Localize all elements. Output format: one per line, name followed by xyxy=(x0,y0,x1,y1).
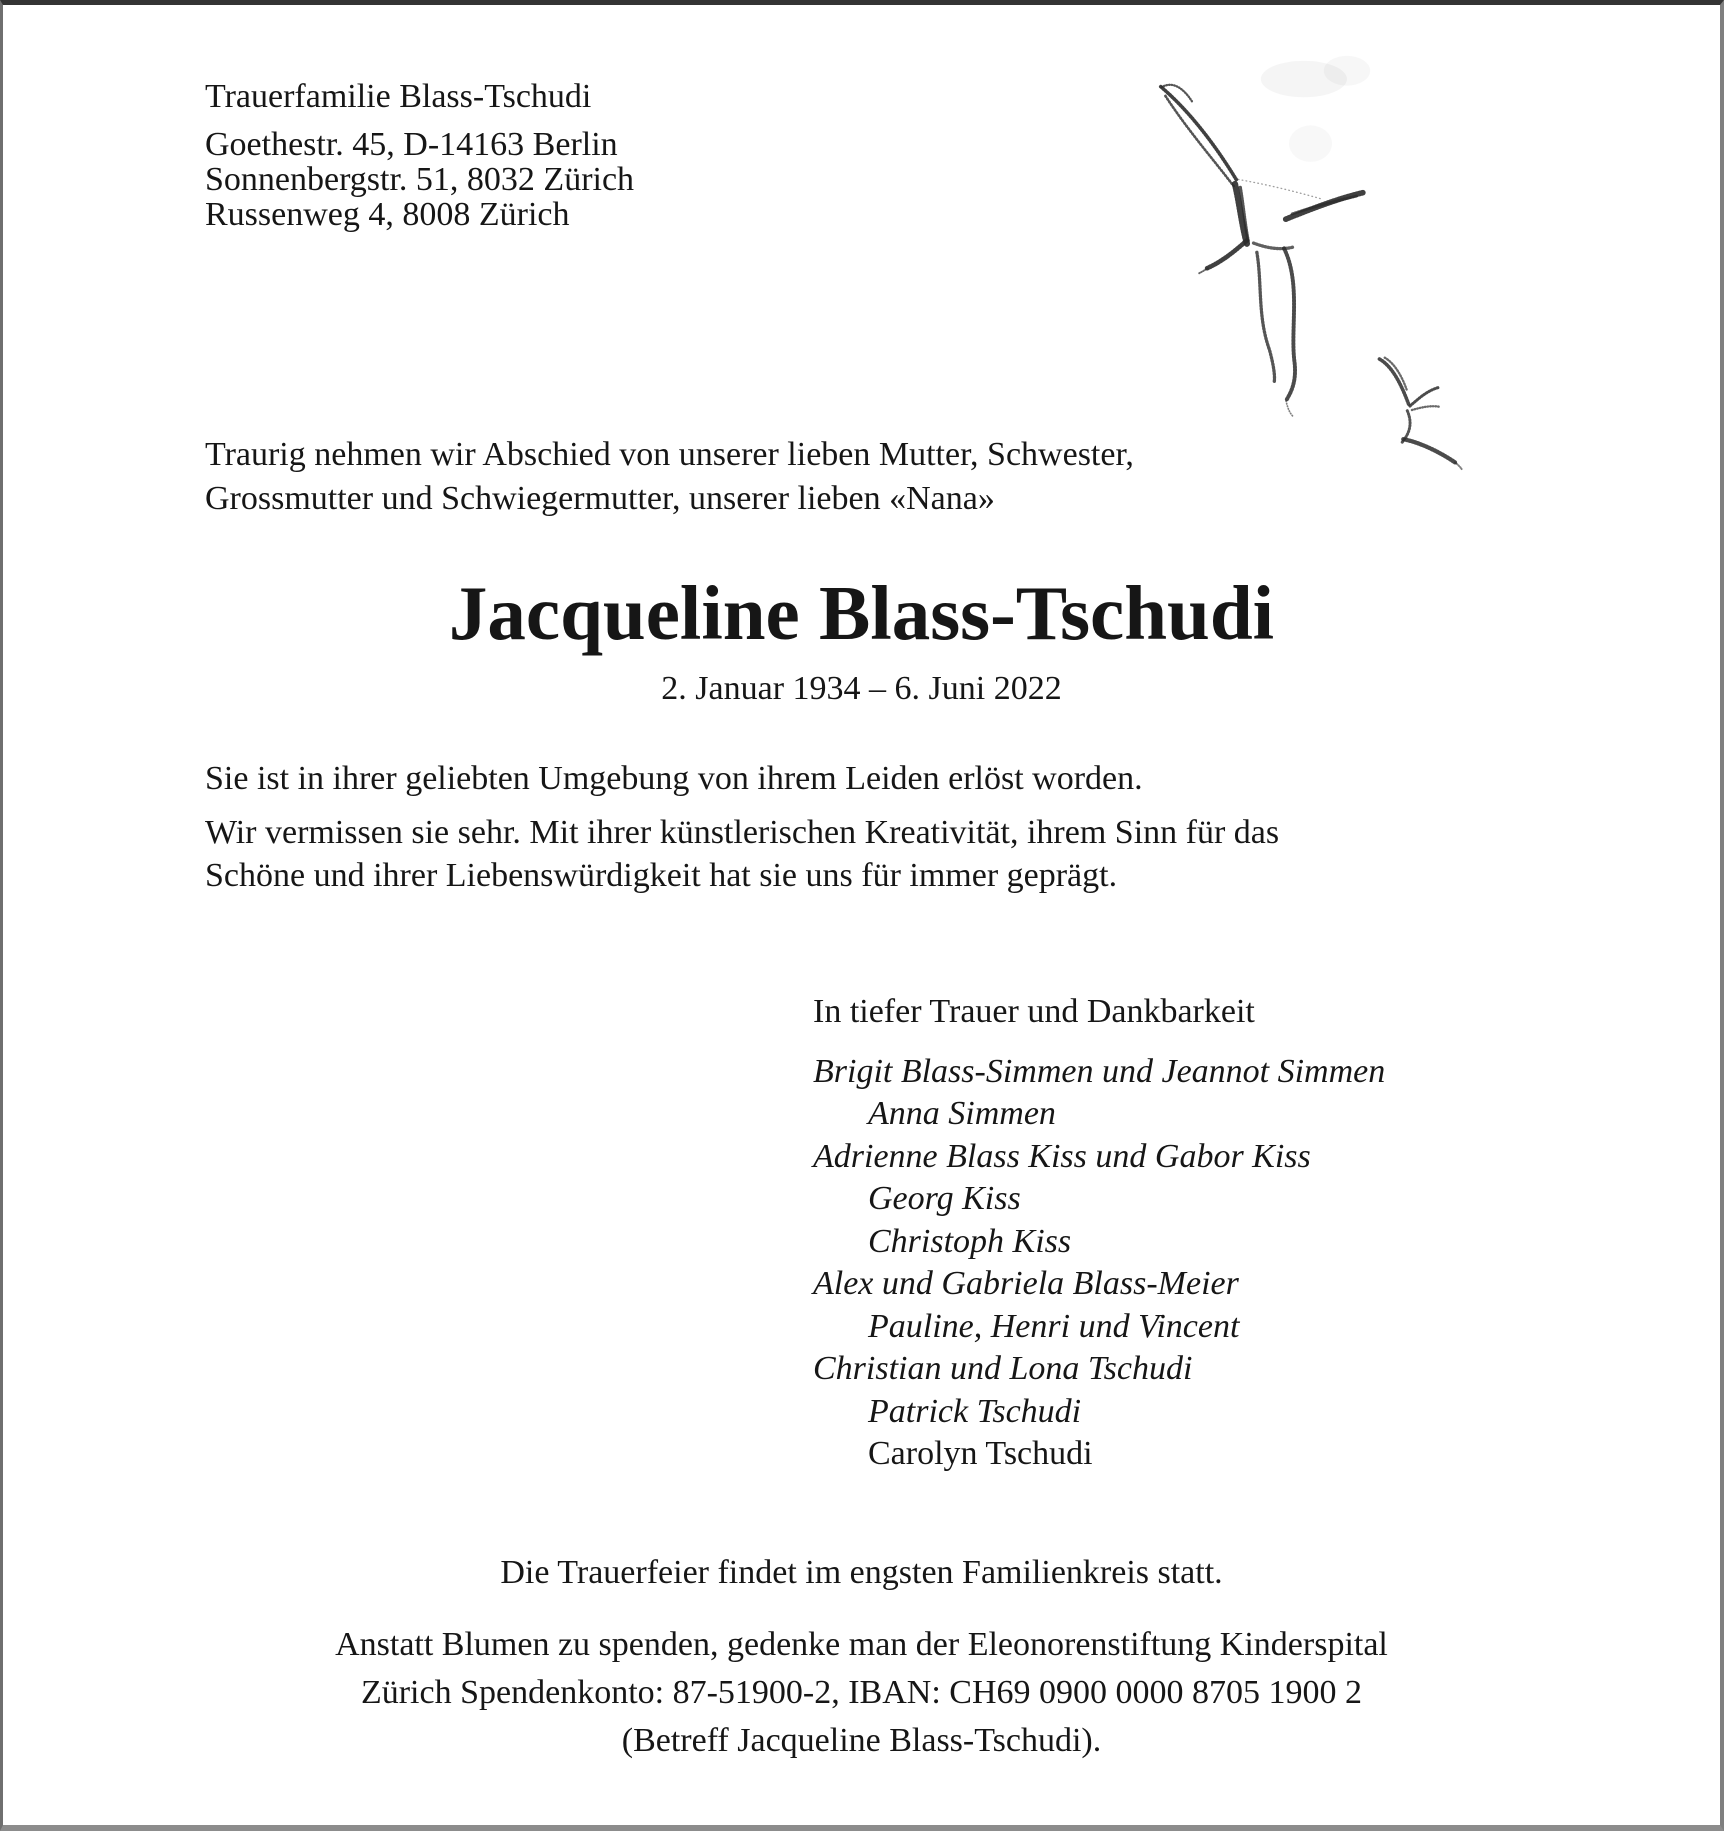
donation-line-3: (Betreff Jacqueline Blass-Tschudi). xyxy=(621,1722,1102,1759)
mourners-block xyxy=(813,991,1385,1476)
donation-note xyxy=(3,1621,1720,1765)
mourner-name: Georg Kiss xyxy=(868,1180,1021,1217)
deceased-name: Jacqueline Blass-Tschudi xyxy=(448,570,1275,656)
sender-family: Trauerfamilie Blass-Tschudi xyxy=(205,78,592,115)
mourner-name: Patrick Tschudi xyxy=(868,1392,1082,1430)
life-dates: 2. Januar 1934 – 6. Juni 2022 xyxy=(661,670,1062,707)
sender-address-line-3: Russenweg 4, 8008 Zürich xyxy=(205,196,570,233)
mourner-name: Adrienne Blass Kiss und Gabor Kiss xyxy=(813,1137,1311,1175)
intro-paragraph xyxy=(205,433,1134,521)
mourner-name: Christian und Lona Tschudi xyxy=(813,1350,1193,1387)
intro-line-1: Traurig nehmen wir Abschied von unserer lieben Mutter, Schwester, xyxy=(205,436,1134,473)
donation-line-1: Anstatt Blumen zu spenden, gedenke man der Eleonorenstiftung Kinderspital xyxy=(335,1626,1388,1663)
sender-block xyxy=(205,79,634,232)
mourner-name: Carolyn Tschudi xyxy=(868,1435,1093,1472)
intro-line-2: Grossmutter und Schwiegermutter, unserer lieben «Nana» xyxy=(205,480,995,517)
body-paragraph-2-line-2: Schöne und ihrer Liebenswürdigkeit hat sie uns für immer geprägt. xyxy=(205,857,1118,894)
mourner-name: Alex und Gabriela Blass-Meier xyxy=(813,1265,1239,1302)
mourner-name: Christoph Kiss xyxy=(868,1222,1072,1260)
mourner-name: Brigit Blass-Simmen und Jeannot Simmen xyxy=(813,1052,1386,1090)
mourner-name: Anna Simmen xyxy=(868,1095,1056,1132)
birds-illustration xyxy=(931,31,1533,473)
funeral-note: Die Trauerfeier findet im engsten Familienkreis statt. xyxy=(500,1554,1223,1591)
body-paragraph-2 xyxy=(205,811,1279,897)
mourners-heading: In tiefer Trauer und Dankbarkeit xyxy=(813,993,1255,1030)
donation-line-2: Zürich Spendenkonto: 87-51900-2, IBAN: CH69 0900 0000 8705 1900 2 xyxy=(360,1674,1363,1711)
sender-address-line-2: Sonnenbergstr. 51, 8032 Zürich xyxy=(205,161,635,198)
body-paragraph-2-line-1: Wir vermissen sie sehr. Mit ihrer künstlerischen Kreativität, ihrem Sinn für das xyxy=(205,814,1280,851)
mourner-name: Pauline, Henri und Vincent xyxy=(868,1307,1240,1345)
body-paragraph-1: Sie ist in ihrer geliebten Umgebung von ihrem Leiden erlöst worden. xyxy=(205,760,1143,797)
sender-address-line-1: Goethestr. 45, D-14163 Berlin xyxy=(205,126,618,163)
